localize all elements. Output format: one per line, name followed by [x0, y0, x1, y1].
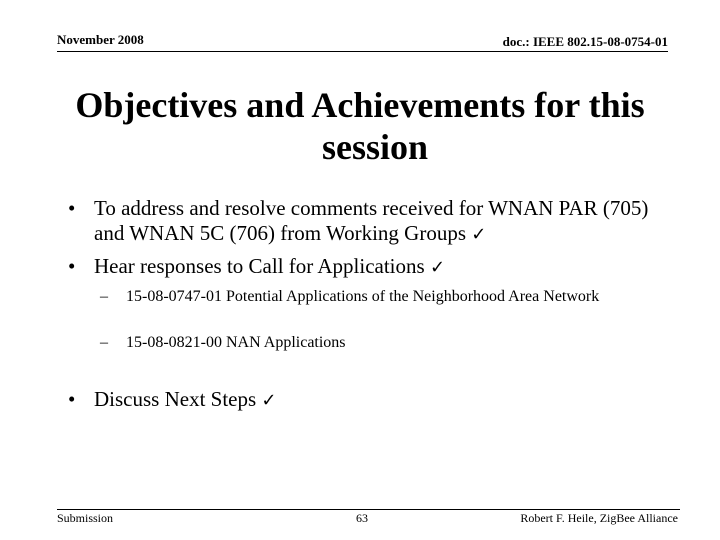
bullet-marker: •: [68, 254, 76, 278]
footer-divider: [57, 509, 680, 510]
sub-item: [100, 333, 680, 352]
checkmark-icon: ✓: [429, 257, 446, 278]
page-number: 63: [356, 511, 368, 525]
bullet-text: Discuss Next Steps: [94, 387, 257, 411]
title-line-2: session: [321, 127, 429, 167]
checkmark-icon: ✓: [261, 390, 277, 411]
footer-submission: Submission: [57, 511, 114, 525]
bullet-item: [68, 254, 678, 280]
header-doc-id: doc.: IEEE 802.15-08-0754-01: [502, 34, 668, 49]
bullet-item: [68, 196, 678, 247]
sub-item-text: 15-08-0747-01 Potential Applications of the Neighborhood Area Network: [126, 288, 600, 305]
sub-item-text: 15-08-0821-00 NAN Applications: [126, 334, 346, 351]
dash-marker: –: [100, 334, 108, 351]
title-line-1: Objectives and Achievements for this: [75, 85, 645, 125]
sub-item: [100, 287, 680, 306]
bullet-marker: •: [68, 196, 76, 220]
footer-author: Robert F. Heile, ZigBee Alliance: [520, 511, 678, 525]
dash-marker: –: [100, 288, 108, 305]
bullet-text: To address and resolve comments received for WNAN PAR (705) and WNAN 5C (706) from Working Groups: [94, 196, 649, 245]
bullet-text-wrap: [68, 196, 678, 247]
checkmark-icon: ✓: [471, 224, 487, 245]
bullet-text-wrap: [68, 387, 678, 413]
header-date: November 2008: [57, 32, 144, 47]
bullet-text-wrap: [68, 254, 678, 280]
bullet-marker: •: [68, 387, 76, 411]
bullet-item: [68, 387, 678, 413]
bullet-text: Hear responses to Call for Applications: [94, 254, 425, 278]
